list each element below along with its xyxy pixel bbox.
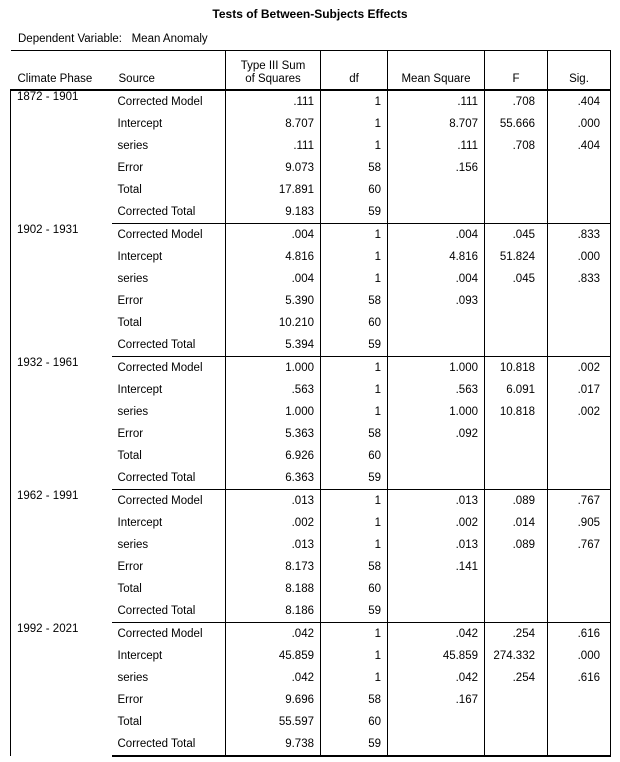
sig-cell (548, 445, 611, 467)
mean-square-cell: .013 (388, 490, 485, 513)
df-cell: 60 (321, 179, 388, 201)
sum-of-squares-cell: 8.188 (226, 578, 321, 600)
df-cell: 59 (321, 334, 388, 357)
table-title: Tests of Between-Subjects Effects (212, 7, 408, 21)
sig-cell: .404 (548, 135, 611, 157)
df-cell: 60 (321, 312, 388, 334)
sum-of-squares-cell: 9.696 (226, 689, 321, 711)
f-cell (485, 179, 548, 201)
header-climate-phase: Climate Phase (11, 51, 112, 91)
df-cell: 58 (321, 556, 388, 578)
sig-cell (548, 556, 611, 578)
sig-cell (548, 578, 611, 600)
f-cell: 55.666 (485, 113, 548, 135)
f-cell (485, 312, 548, 334)
f-cell: .089 (485, 534, 548, 556)
header-source: Source (112, 51, 226, 91)
sig-cell (548, 179, 611, 201)
sum-of-squares-cell: .004 (226, 224, 321, 247)
sum-of-squares-cell: 5.394 (226, 334, 321, 357)
source-cell: Corrected Model (112, 224, 226, 247)
f-cell (485, 290, 548, 312)
mean-square-cell (388, 578, 485, 600)
df-cell: 58 (321, 157, 388, 179)
sum-of-squares-cell: 8.186 (226, 600, 321, 623)
f-cell: 10.818 (485, 401, 548, 423)
mean-square-cell: .111 (388, 135, 485, 157)
source-cell: Error (112, 157, 226, 179)
sig-cell (548, 467, 611, 490)
sig-cell (548, 312, 611, 334)
sig-cell: .404 (548, 90, 611, 113)
mean-square-cell (388, 467, 485, 490)
f-cell: .045 (485, 268, 548, 290)
header-type-iii-line2: of Squares (245, 73, 301, 85)
f-cell (485, 711, 548, 733)
source-cell: Total (112, 578, 226, 600)
sig-cell (548, 600, 611, 623)
mean-square-cell: .141 (388, 556, 485, 578)
df-cell: 1 (321, 246, 388, 268)
climate-phase-cell: 1992 - 2021 (11, 623, 112, 757)
sig-cell: .017 (548, 379, 611, 401)
sig-cell (548, 157, 611, 179)
df-cell: 1 (321, 401, 388, 423)
sig-cell: .833 (548, 268, 611, 290)
mean-square-cell (388, 733, 485, 756)
df-cell: 1 (321, 490, 388, 513)
table-row (11, 90, 611, 113)
mean-square-cell: .004 (388, 268, 485, 290)
climate-phase-cell: 1962 - 1991 (11, 490, 112, 623)
source-cell: series (112, 268, 226, 290)
mean-square-cell: .111 (388, 90, 485, 113)
header-type-iii-line1: Type III Sum (240, 60, 306, 72)
mean-square-cell: .092 (388, 423, 485, 445)
df-cell: 58 (321, 290, 388, 312)
sig-cell: .002 (548, 401, 611, 423)
df-cell: 1 (321, 135, 388, 157)
table-row (11, 357, 611, 380)
sig-cell: .767 (548, 534, 611, 556)
sum-of-squares-cell: .042 (226, 667, 321, 689)
sum-of-squares-cell: 8.173 (226, 556, 321, 578)
sum-of-squares-cell: .002 (226, 512, 321, 534)
sig-cell: .616 (548, 667, 611, 689)
source-cell: Error (112, 556, 226, 578)
sum-of-squares-cell: 6.926 (226, 445, 321, 467)
dependent-variable-value: Mean Anomaly (131, 33, 208, 45)
sig-cell: .000 (548, 246, 611, 268)
df-cell: 1 (321, 623, 388, 646)
source-cell: series (112, 667, 226, 689)
sum-of-squares-cell: 8.707 (226, 113, 321, 135)
source-cell: Corrected Total (112, 600, 226, 623)
sum-of-squares-cell: 5.390 (226, 290, 321, 312)
sum-of-squares-cell: 1.000 (226, 401, 321, 423)
source-cell: Corrected Total (112, 334, 226, 357)
sum-of-squares-cell: .042 (226, 623, 321, 646)
df-cell: 1 (321, 512, 388, 534)
sum-of-squares-cell: 9.073 (226, 157, 321, 179)
df-cell: 1 (321, 645, 388, 667)
df-cell: 1 (321, 379, 388, 401)
sig-cell (548, 711, 611, 733)
df-cell: 59 (321, 733, 388, 756)
sum-of-squares-cell: 10.210 (226, 312, 321, 334)
mean-square-cell: .156 (388, 157, 485, 179)
f-cell: .254 (485, 667, 548, 689)
f-cell: 51.824 (485, 246, 548, 268)
df-cell: 58 (321, 423, 388, 445)
source-cell: Intercept (112, 246, 226, 268)
df-cell: 60 (321, 578, 388, 600)
df-cell: 1 (321, 113, 388, 135)
mean-square-cell (388, 445, 485, 467)
source-cell: series (112, 135, 226, 157)
table-row (11, 224, 611, 247)
sig-cell (548, 689, 611, 711)
header-sig: Sig. (548, 51, 611, 91)
source-cell: Corrected Total (112, 201, 226, 224)
climate-phase-cell: 1902 - 1931 (11, 224, 112, 357)
header-mean-square: Mean Square (388, 51, 485, 91)
f-cell: 274.332 (485, 645, 548, 667)
df-cell: 59 (321, 201, 388, 224)
mean-square-cell: .167 (388, 689, 485, 711)
f-cell (485, 600, 548, 623)
mean-square-cell: 8.707 (388, 113, 485, 135)
sum-of-squares-cell: 17.891 (226, 179, 321, 201)
f-cell: .014 (485, 512, 548, 534)
sum-of-squares-cell: .013 (226, 490, 321, 513)
sum-of-squares-cell: 9.183 (226, 201, 321, 224)
table-body (11, 90, 611, 756)
header-type-iii-sum-of-squares (226, 51, 321, 91)
header-f: F (485, 51, 548, 91)
f-cell: 6.091 (485, 379, 548, 401)
source-cell: Total (112, 711, 226, 733)
sig-cell: .767 (548, 490, 611, 513)
sig-cell: .833 (548, 224, 611, 247)
f-cell: .089 (485, 490, 548, 513)
df-cell: 1 (321, 224, 388, 247)
df-cell: 59 (321, 467, 388, 490)
mean-square-cell: 4.816 (388, 246, 485, 268)
sig-cell (548, 733, 611, 756)
source-cell: Intercept (112, 113, 226, 135)
df-cell: 60 (321, 445, 388, 467)
sig-cell: .616 (548, 623, 611, 646)
sum-of-squares-cell: .004 (226, 268, 321, 290)
header-row (11, 51, 611, 91)
source-cell: Error (112, 290, 226, 312)
sum-of-squares-cell: 6.363 (226, 467, 321, 490)
mean-square-cell (388, 600, 485, 623)
source-cell: Error (112, 689, 226, 711)
source-cell: Corrected Model (112, 623, 226, 646)
df-cell: 1 (321, 357, 388, 380)
source-cell: series (112, 401, 226, 423)
source-cell: Corrected Model (112, 490, 226, 513)
df-cell: 58 (321, 689, 388, 711)
f-cell (485, 689, 548, 711)
sig-cell (548, 423, 611, 445)
sum-of-squares-cell: 55.597 (226, 711, 321, 733)
sig-cell: .000 (548, 645, 611, 667)
mean-square-cell (388, 312, 485, 334)
df-cell: 1 (321, 90, 388, 113)
climate-phase-cell: 1872 - 1901 (11, 90, 112, 224)
f-cell (485, 556, 548, 578)
source-cell: Intercept (112, 379, 226, 401)
f-cell (485, 334, 548, 357)
source-cell: Total (112, 445, 226, 467)
mean-square-cell: .002 (388, 512, 485, 534)
sum-of-squares-cell: .013 (226, 534, 321, 556)
f-cell: 10.818 (485, 357, 548, 380)
sum-of-squares-cell: 5.363 (226, 423, 321, 445)
df-cell: 60 (321, 711, 388, 733)
mean-square-cell: .004 (388, 224, 485, 247)
source-cell: Corrected Total (112, 733, 226, 756)
sig-cell (548, 201, 611, 224)
source-cell: Error (112, 423, 226, 445)
sum-of-squares-cell: .111 (226, 135, 321, 157)
table-row (11, 623, 611, 646)
sig-cell: .002 (548, 357, 611, 380)
source-cell: Corrected Model (112, 90, 226, 113)
source-cell: Total (112, 312, 226, 334)
mean-square-cell: .013 (388, 534, 485, 556)
f-cell (485, 578, 548, 600)
f-cell (485, 157, 548, 179)
anova-table (10, 50, 611, 757)
f-cell: .708 (485, 90, 548, 113)
source-cell: Corrected Total (112, 467, 226, 490)
dependent-variable (18, 33, 208, 45)
sum-of-squares-cell: 4.816 (226, 246, 321, 268)
f-cell: .708 (485, 135, 548, 157)
sum-of-squares-cell: 1.000 (226, 357, 321, 380)
sig-cell: .000 (548, 113, 611, 135)
df-cell: 59 (321, 600, 388, 623)
mean-square-cell: .042 (388, 623, 485, 646)
sig-cell: .905 (548, 512, 611, 534)
source-cell: Corrected Model (112, 357, 226, 380)
df-cell: 1 (321, 667, 388, 689)
f-cell (485, 423, 548, 445)
mean-square-cell: 45.859 (388, 645, 485, 667)
mean-square-cell: 1.000 (388, 401, 485, 423)
dependent-variable-label: Dependent Variable: (18, 33, 122, 45)
f-cell (485, 467, 548, 490)
sum-of-squares-cell: 45.859 (226, 645, 321, 667)
mean-square-cell: .563 (388, 379, 485, 401)
source-cell: series (112, 534, 226, 556)
mean-square-cell: 1.000 (388, 357, 485, 380)
header-df: df (321, 51, 388, 91)
sum-of-squares-cell: .111 (226, 90, 321, 113)
source-cell: Intercept (112, 645, 226, 667)
df-cell: 1 (321, 534, 388, 556)
sum-of-squares-cell: .563 (226, 379, 321, 401)
mean-square-cell (388, 334, 485, 357)
f-cell (485, 201, 548, 224)
sum-of-squares-cell: 9.738 (226, 733, 321, 756)
f-cell: .254 (485, 623, 548, 646)
mean-square-cell (388, 711, 485, 733)
source-cell: Total (112, 179, 226, 201)
table-row (11, 490, 611, 513)
df-cell: 1 (321, 268, 388, 290)
mean-square-cell: .093 (388, 290, 485, 312)
f-cell (485, 733, 548, 756)
mean-square-cell (388, 201, 485, 224)
f-cell (485, 445, 548, 467)
mean-square-cell: .042 (388, 667, 485, 689)
source-cell: Intercept (112, 512, 226, 534)
sig-cell (548, 290, 611, 312)
climate-phase-cell: 1932 - 1961 (11, 357, 112, 490)
sig-cell (548, 334, 611, 357)
f-cell: .045 (485, 224, 548, 247)
mean-square-cell (388, 179, 485, 201)
